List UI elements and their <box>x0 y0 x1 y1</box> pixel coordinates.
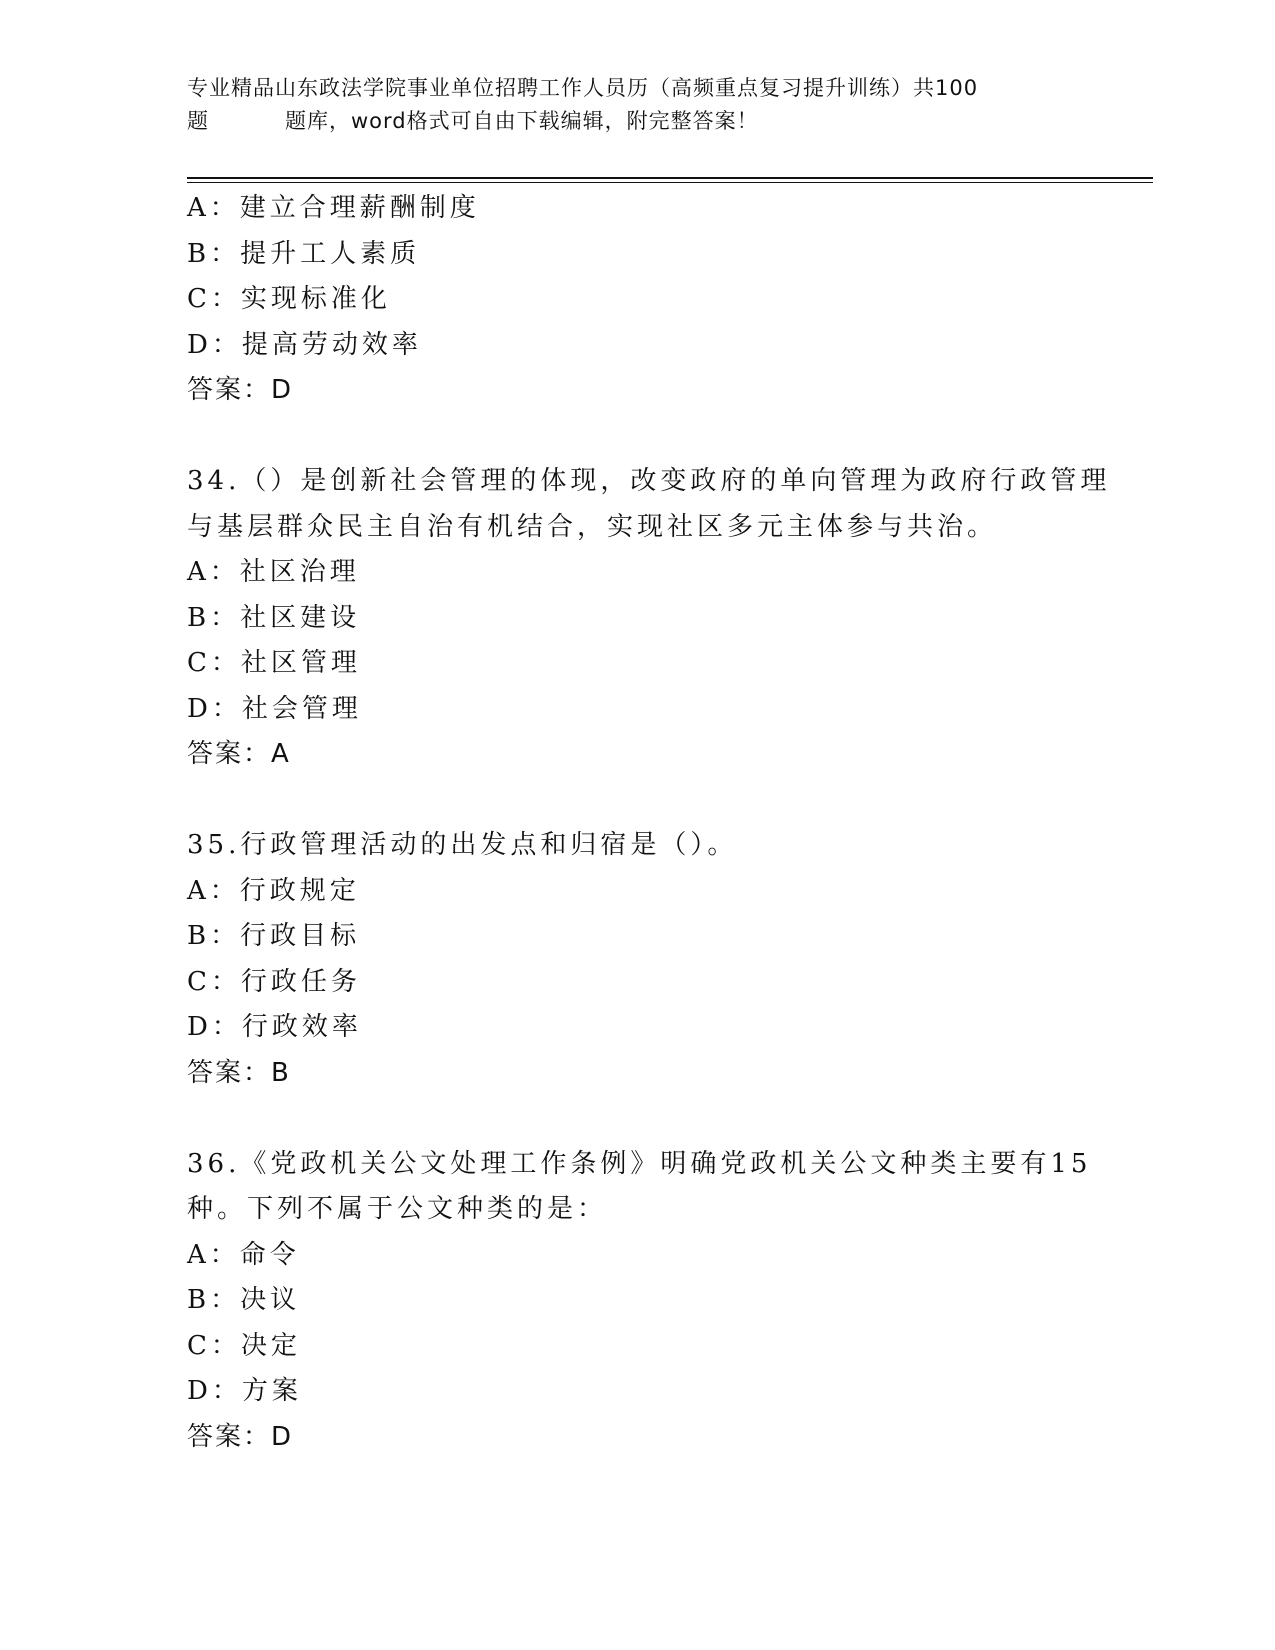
question-stem-continued: 与基层群众民主自治有机结合，实现社区多元主体参与共治。 <box>187 511 998 542</box>
option-b: B：行政目标 <box>187 921 361 951</box>
option-c: C：决定 <box>187 1330 301 1361</box>
question-list <box>187 186 1111 1460</box>
option-d: D：方案 <box>187 1376 302 1406</box>
option-a: A：命令 <box>187 1239 300 1270</box>
option-c: C：实现标准化 <box>187 284 391 314</box>
answer-line: 答案：A <box>187 739 291 769</box>
question-stem: 36.《党政机关公文处理工作条例》明确党政机关公文种类主要有15 <box>187 1148 1092 1179</box>
question-34 <box>187 459 1111 778</box>
answer-line: 答案：D <box>187 1421 294 1452</box>
option-d: D：提高劳动效率 <box>187 329 422 360</box>
option-d: D：社会管理 <box>187 693 362 724</box>
answer-line: 答案：B <box>187 1057 291 1088</box>
option-b: B：提升工人素质 <box>187 238 421 269</box>
header-line2-right: 题库，word格式可自由下载编辑，附完整答案！ <box>285 109 759 133</box>
answer-line: 答案：D <box>187 375 294 405</box>
header-line2-left: 题 <box>187 109 209 133</box>
option-b: B：决议 <box>187 1285 301 1315</box>
option-a: A：行政规定 <box>187 875 360 906</box>
option-a: A：社区治理 <box>187 557 360 587</box>
header-divider-thin <box>187 182 1153 183</box>
option-d: D：行政效率 <box>187 1012 362 1042</box>
question-35 <box>187 823 1087 1096</box>
question-stem-continued: 种。下列不属于公文种类的是： <box>187 1194 608 1224</box>
question-33 <box>187 186 1087 414</box>
option-c: C：行政任务 <box>187 966 361 997</box>
header-divider-thick <box>187 177 1153 179</box>
option-c: C：社区管理 <box>187 648 361 678</box>
header-title-line1: 专业精品山东政法学院事业单位招聘工作人员历（高频重点复习提升训练）共100 <box>187 76 979 100</box>
page-header <box>187 72 1087 138</box>
question-36 <box>187 1142 1092 1461</box>
question-stem: 35.行政管理活动的出发点和归宿是（）。 <box>187 830 738 860</box>
option-b: B：社区建设 <box>187 602 361 633</box>
header-title-line2 <box>187 105 1087 138</box>
option-a: A：建立合理薪酬制度 <box>187 193 480 223</box>
question-stem: 34.（）是创新社会管理的体现，改变政府的单向管理为政府行政管理 <box>187 466 1111 496</box>
